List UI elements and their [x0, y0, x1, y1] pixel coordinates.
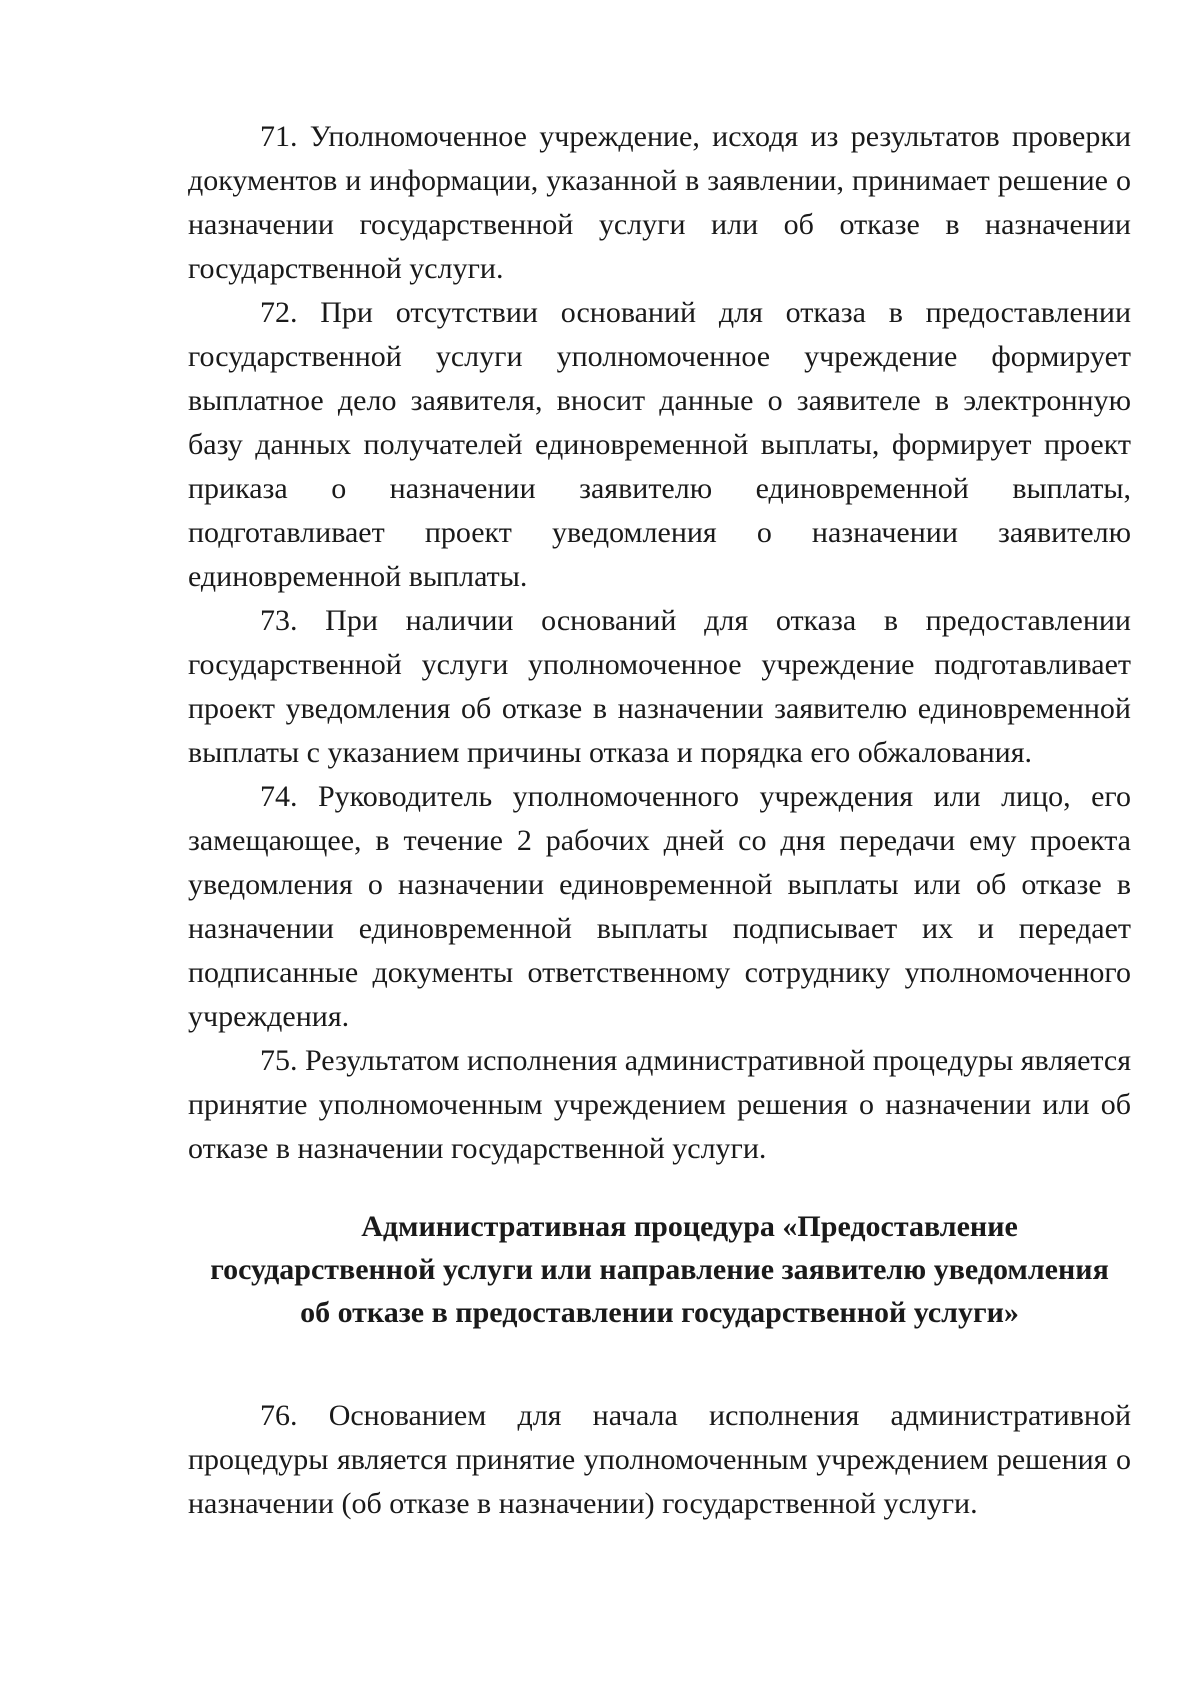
body-text-bottom	[188, 1394, 1131, 1526]
paragraph-74: 74. Руководитель уполномоченного учреждения или лицо, его замещающее, в течение 2 рабочих дней со дня передачи ему проекта уведомления о назначении единовременной выплаты или об отказе в назначении единовременной выплаты подписывает их и передает подписанные документы ответственному сотруднику уполномоченного учреждения.	[188, 780, 1131, 1033]
heading-line-1: Административная процедура «Предоставление	[361, 1210, 1018, 1243]
body-text-top	[188, 115, 1131, 1171]
paragraph-75: 75. Результатом исполнения административной процедуры является принятие уполномоченным учреждением решения о назначении или об отказе в назначении государственной услуги.	[188, 1044, 1131, 1165]
heading-line-2: государственной услуги или направление заявителю уведомления	[210, 1253, 1109, 1286]
paragraph-72: 72. При отсутствии оснований для отказа в предоставлении государственной услуги уполномоченное учреждение формирует выплатное дело заявителя, вносит данные о заявителе в электронную базу данных получателей единовременной выплаты, формирует проект приказа о назначении заявителю единовременной выплаты, подготавливает проект уведомления о назначении заявителю единовременной выплаты.	[188, 296, 1131, 593]
paragraph-76: 76. Основанием для начала исполнения административной процедуры является принятие уполномоченным учреждением решения о назначении (об отказе в назначении) государственной услуги.	[188, 1399, 1131, 1520]
section-heading	[188, 1205, 1131, 1334]
paragraph-73: 73. При наличии оснований для отказа в предоставлении государственной услуги уполномоченное учреждение подготавливает проект уведомления об отказе в назначении заявителю единовременной выплаты с указанием причины отказа и порядка его обжалования.	[188, 604, 1131, 769]
paragraph-71: 71. Уполномоченное учреждение, исходя из результатов проверки документов и информации, указанной в заявлении, принимает решение о назначении государственной услуги или об отказе в назначении государственной услуги.	[188, 120, 1131, 285]
heading-line-3: об отказе в предоставлении государственной услуги»	[300, 1296, 1019, 1329]
